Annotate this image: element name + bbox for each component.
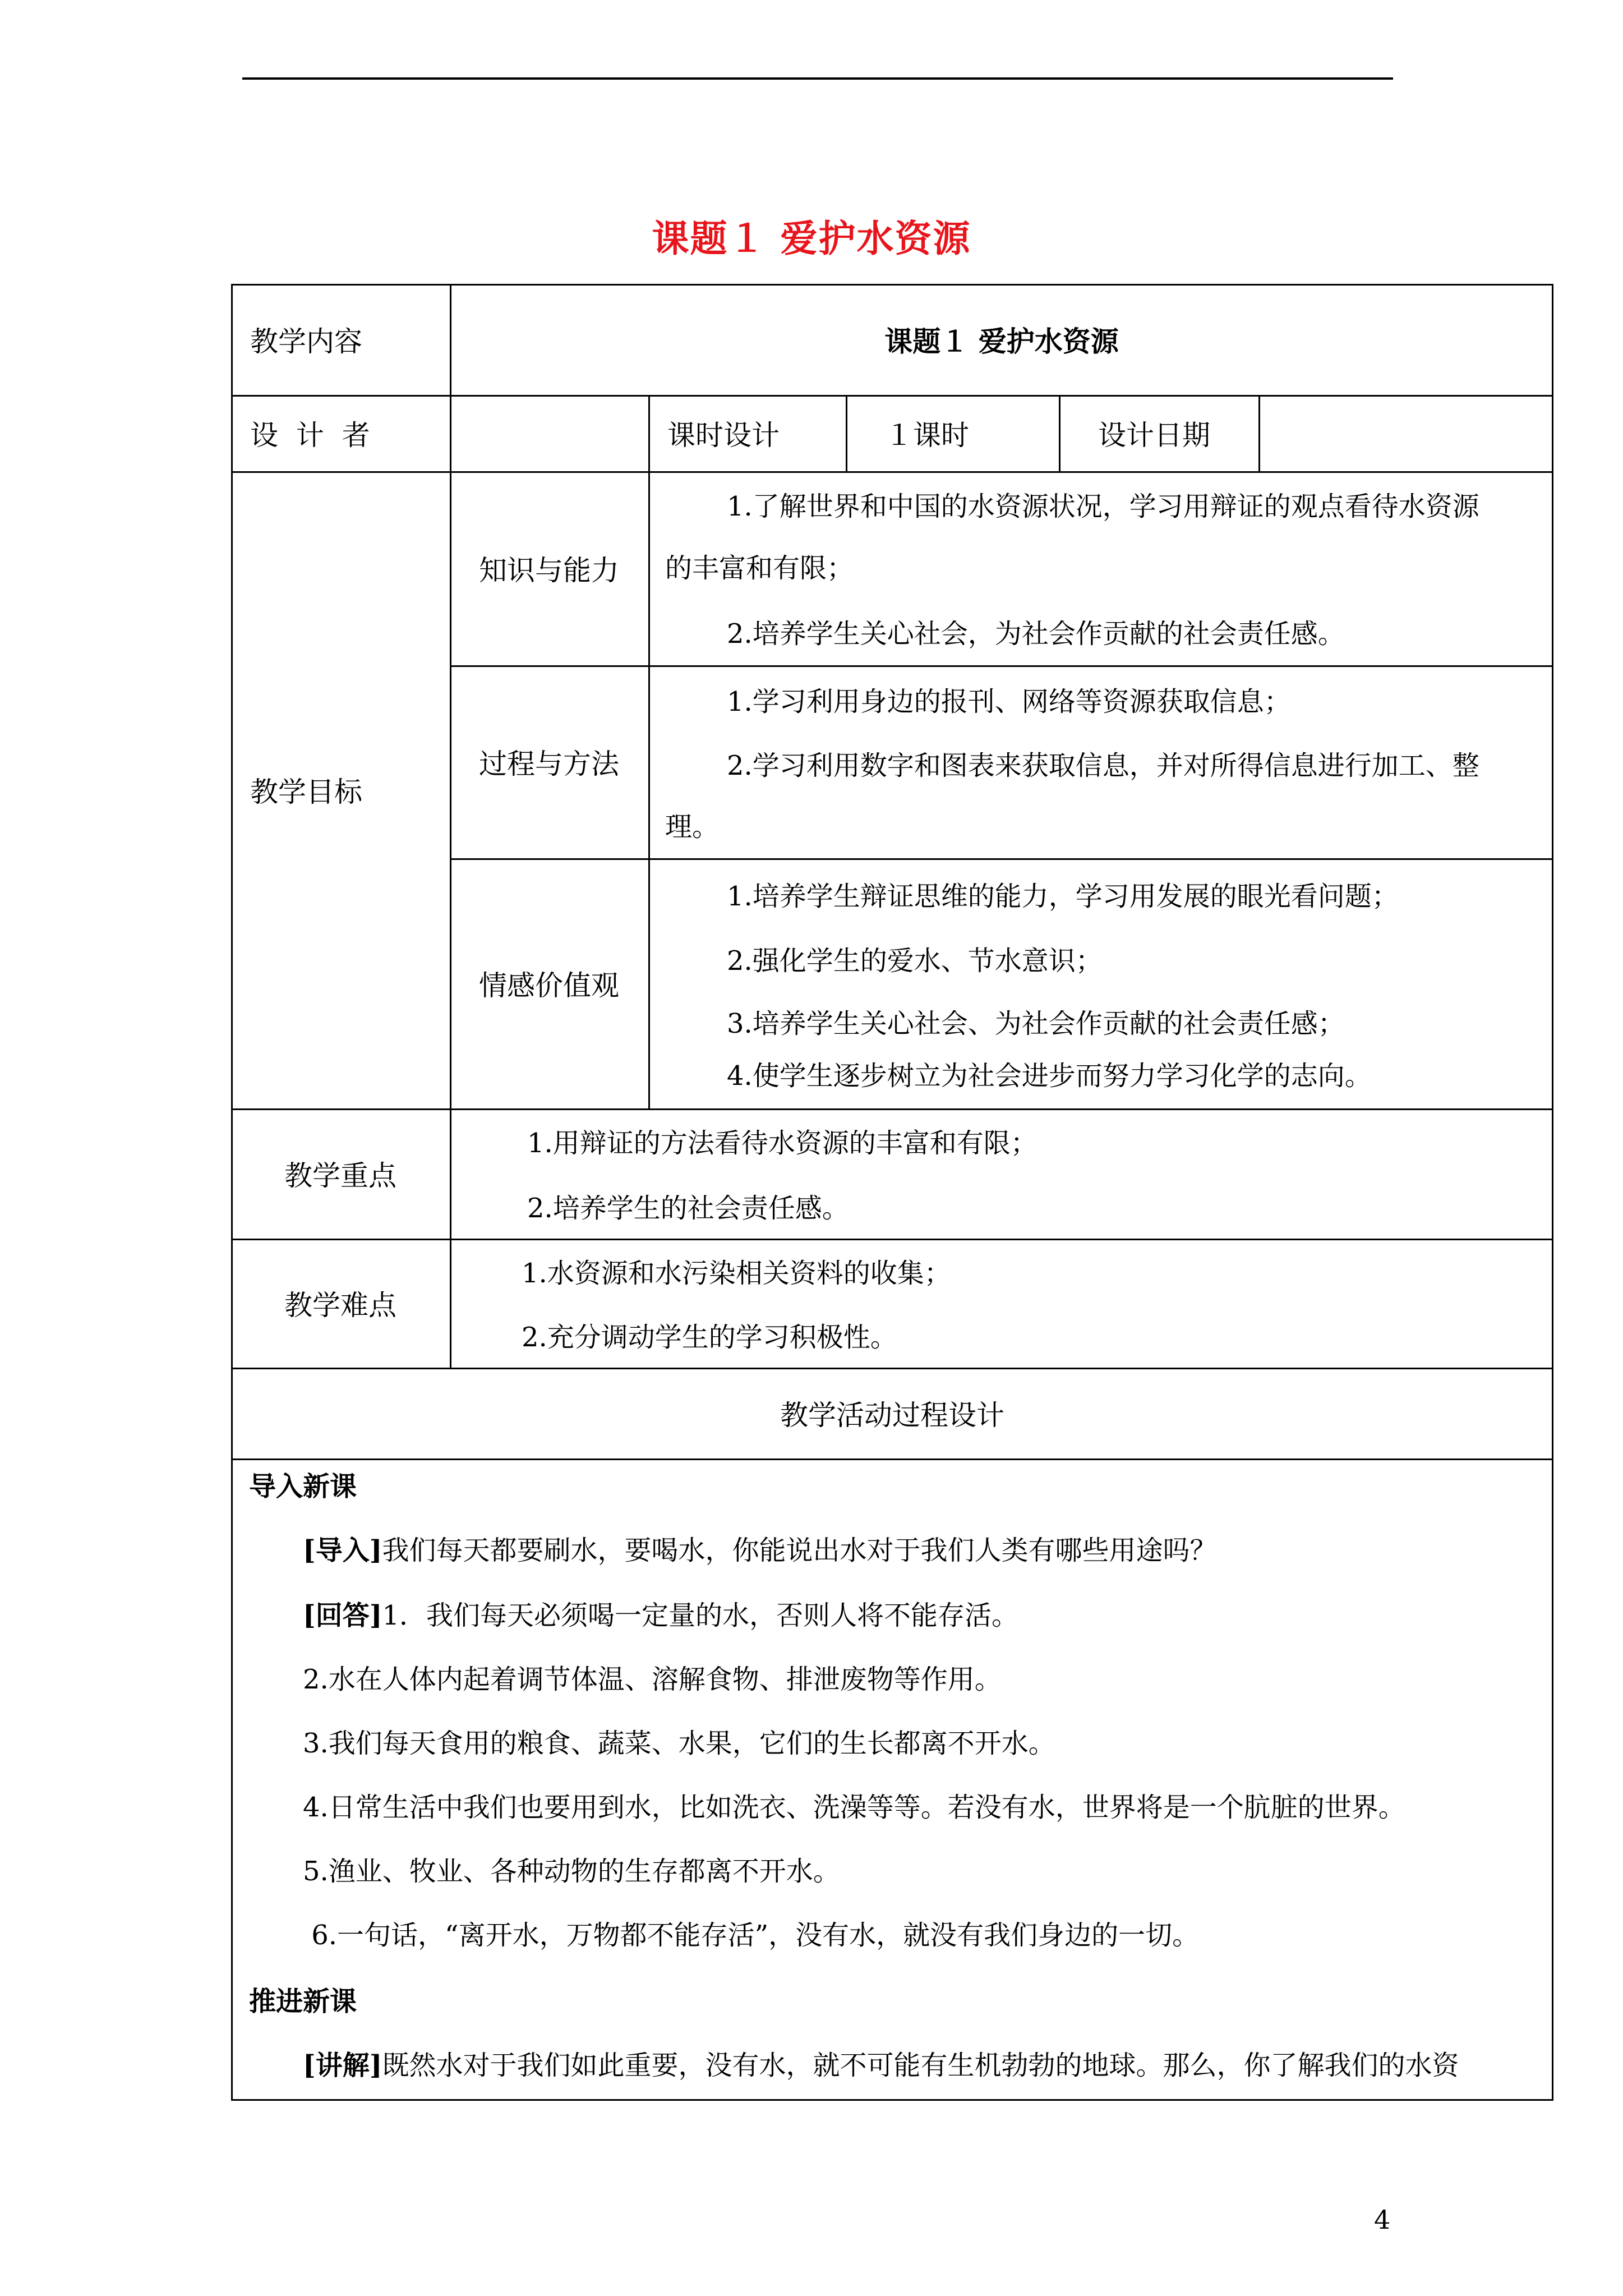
key-point-item: 1.用辩证的方法看待水资源的丰富和有限； — [527, 1128, 1038, 1159]
explain-text: 既然水对于我们如此重要，没有水，就不可能有生机勃勃的地球。那么，你了解我们的水资 — [382, 2050, 1459, 2081]
column-divider — [648, 395, 650, 1110]
intro-text: 我们每天都要刷水，要喝水，你能说出水对于我们人类有哪些用途吗？ — [382, 1535, 1217, 1566]
period-label: 课时设计 — [667, 419, 780, 452]
answer-tag: [回答] — [303, 1600, 382, 1631]
intro-heading: 导入新课 — [249, 1471, 357, 1502]
document-title: 课题１ 爱护水资源 — [652, 217, 971, 260]
objective-values-line: 4.使学生逐步树立为社会进步而努力学习化学的志向。 — [727, 1060, 1372, 1092]
row-divider — [231, 1458, 1553, 1460]
answer-item: 4.日常生活中我们也要用到水，比如洗衣、洗澡等等。若没有水，世界将是一个肮脏的世界。 — [303, 1792, 1405, 1823]
content-label: 教学内容 — [250, 325, 362, 358]
page-number: 4 — [1374, 2205, 1391, 2235]
table-border-right — [1552, 284, 1553, 2101]
designer-value — [450, 395, 648, 471]
difficulty-item: 2.充分调动学生的学习积极性。 — [522, 1322, 897, 1353]
content-value: 课题１ 爱护水资源 — [884, 325, 1119, 358]
objective-knowledge-line: 的丰富和有限； — [665, 553, 854, 584]
answer-text: 1．我们每天必须喝一定量的水，否则人将不能存活。 — [382, 1600, 1018, 1631]
difficulty-item: 1.水资源和水污染相关资料的收集； — [522, 1258, 951, 1289]
header-rule — [242, 77, 1393, 80]
difficulties-label: 教学难点 — [284, 1289, 396, 1322]
period-value: １课时 — [885, 419, 969, 452]
objective-knowledge-line: 2.培养学生关心社会，为社会作贡献的社会责任感。 — [727, 618, 1345, 650]
objective-values-line: 3.培养学生关心社会、为社会作贡献的社会责任感； — [727, 1008, 1345, 1039]
explain-paragraph — [303, 2050, 1459, 2082]
objectives-label: 教学目标 — [250, 776, 362, 808]
column-divider — [450, 1108, 451, 1369]
objective-process-line: 2.学习利用数字和图表来获取信息，并对所得信息进行加工、整 — [727, 750, 1479, 781]
date-label: 设计日期 — [1098, 419, 1210, 452]
answer-item: 6.一句话，“离开水，万物都不能存活”，没有水，就没有我们身边的一切。 — [303, 1920, 1200, 1951]
objective-values-line: 2.强化学生的爱水、节水意识； — [727, 945, 1103, 977]
advance-heading: 推进新课 — [249, 1986, 357, 2017]
table-border-bottom — [231, 2099, 1553, 2101]
answer-item: 2.水在人体内起着调节体温、溶解食物、排泄废物等作用。 — [303, 1664, 1002, 1695]
date-value — [1258, 395, 1553, 471]
answer-item: 5.渔业、牧业、各种动物的生存都离不开水。 — [303, 1856, 840, 1887]
key-points-label: 教学重点 — [284, 1159, 396, 1192]
objective-process-label: 过程与方法 — [479, 748, 619, 780]
designer-label: 设 计 者 — [250, 419, 370, 452]
objective-values-label: 情感价值观 — [479, 969, 619, 1002]
explain-tag: [讲解] — [303, 2050, 382, 2081]
activity-header: 教学活动过程设计 — [780, 1399, 1004, 1432]
objective-knowledge-label: 知识与能力 — [479, 554, 619, 587]
objective-knowledge-line: 1.了解世界和中国的水资源状况，学习用辩证的观点看待水资源 — [727, 491, 1479, 522]
intro-tag: [导入] — [303, 1535, 382, 1566]
answer-item: 3.我们每天食用的粮食、蔬菜、水果，它们的生长都离不开水。 — [303, 1728, 1055, 1759]
objective-process-line: 1.学习利用身边的报刊、网络等资源获取信息； — [727, 686, 1291, 717]
key-point-item: 2.培养学生的社会责任感。 — [527, 1193, 849, 1224]
intro-paragraph — [303, 1535, 1216, 1567]
objective-values-line: 1.培养学生辩证思维的能力，学习用发展的眼光看问题； — [727, 881, 1399, 912]
objective-process-line: 理。 — [665, 811, 720, 843]
answer-paragraph — [303, 1600, 1018, 1632]
